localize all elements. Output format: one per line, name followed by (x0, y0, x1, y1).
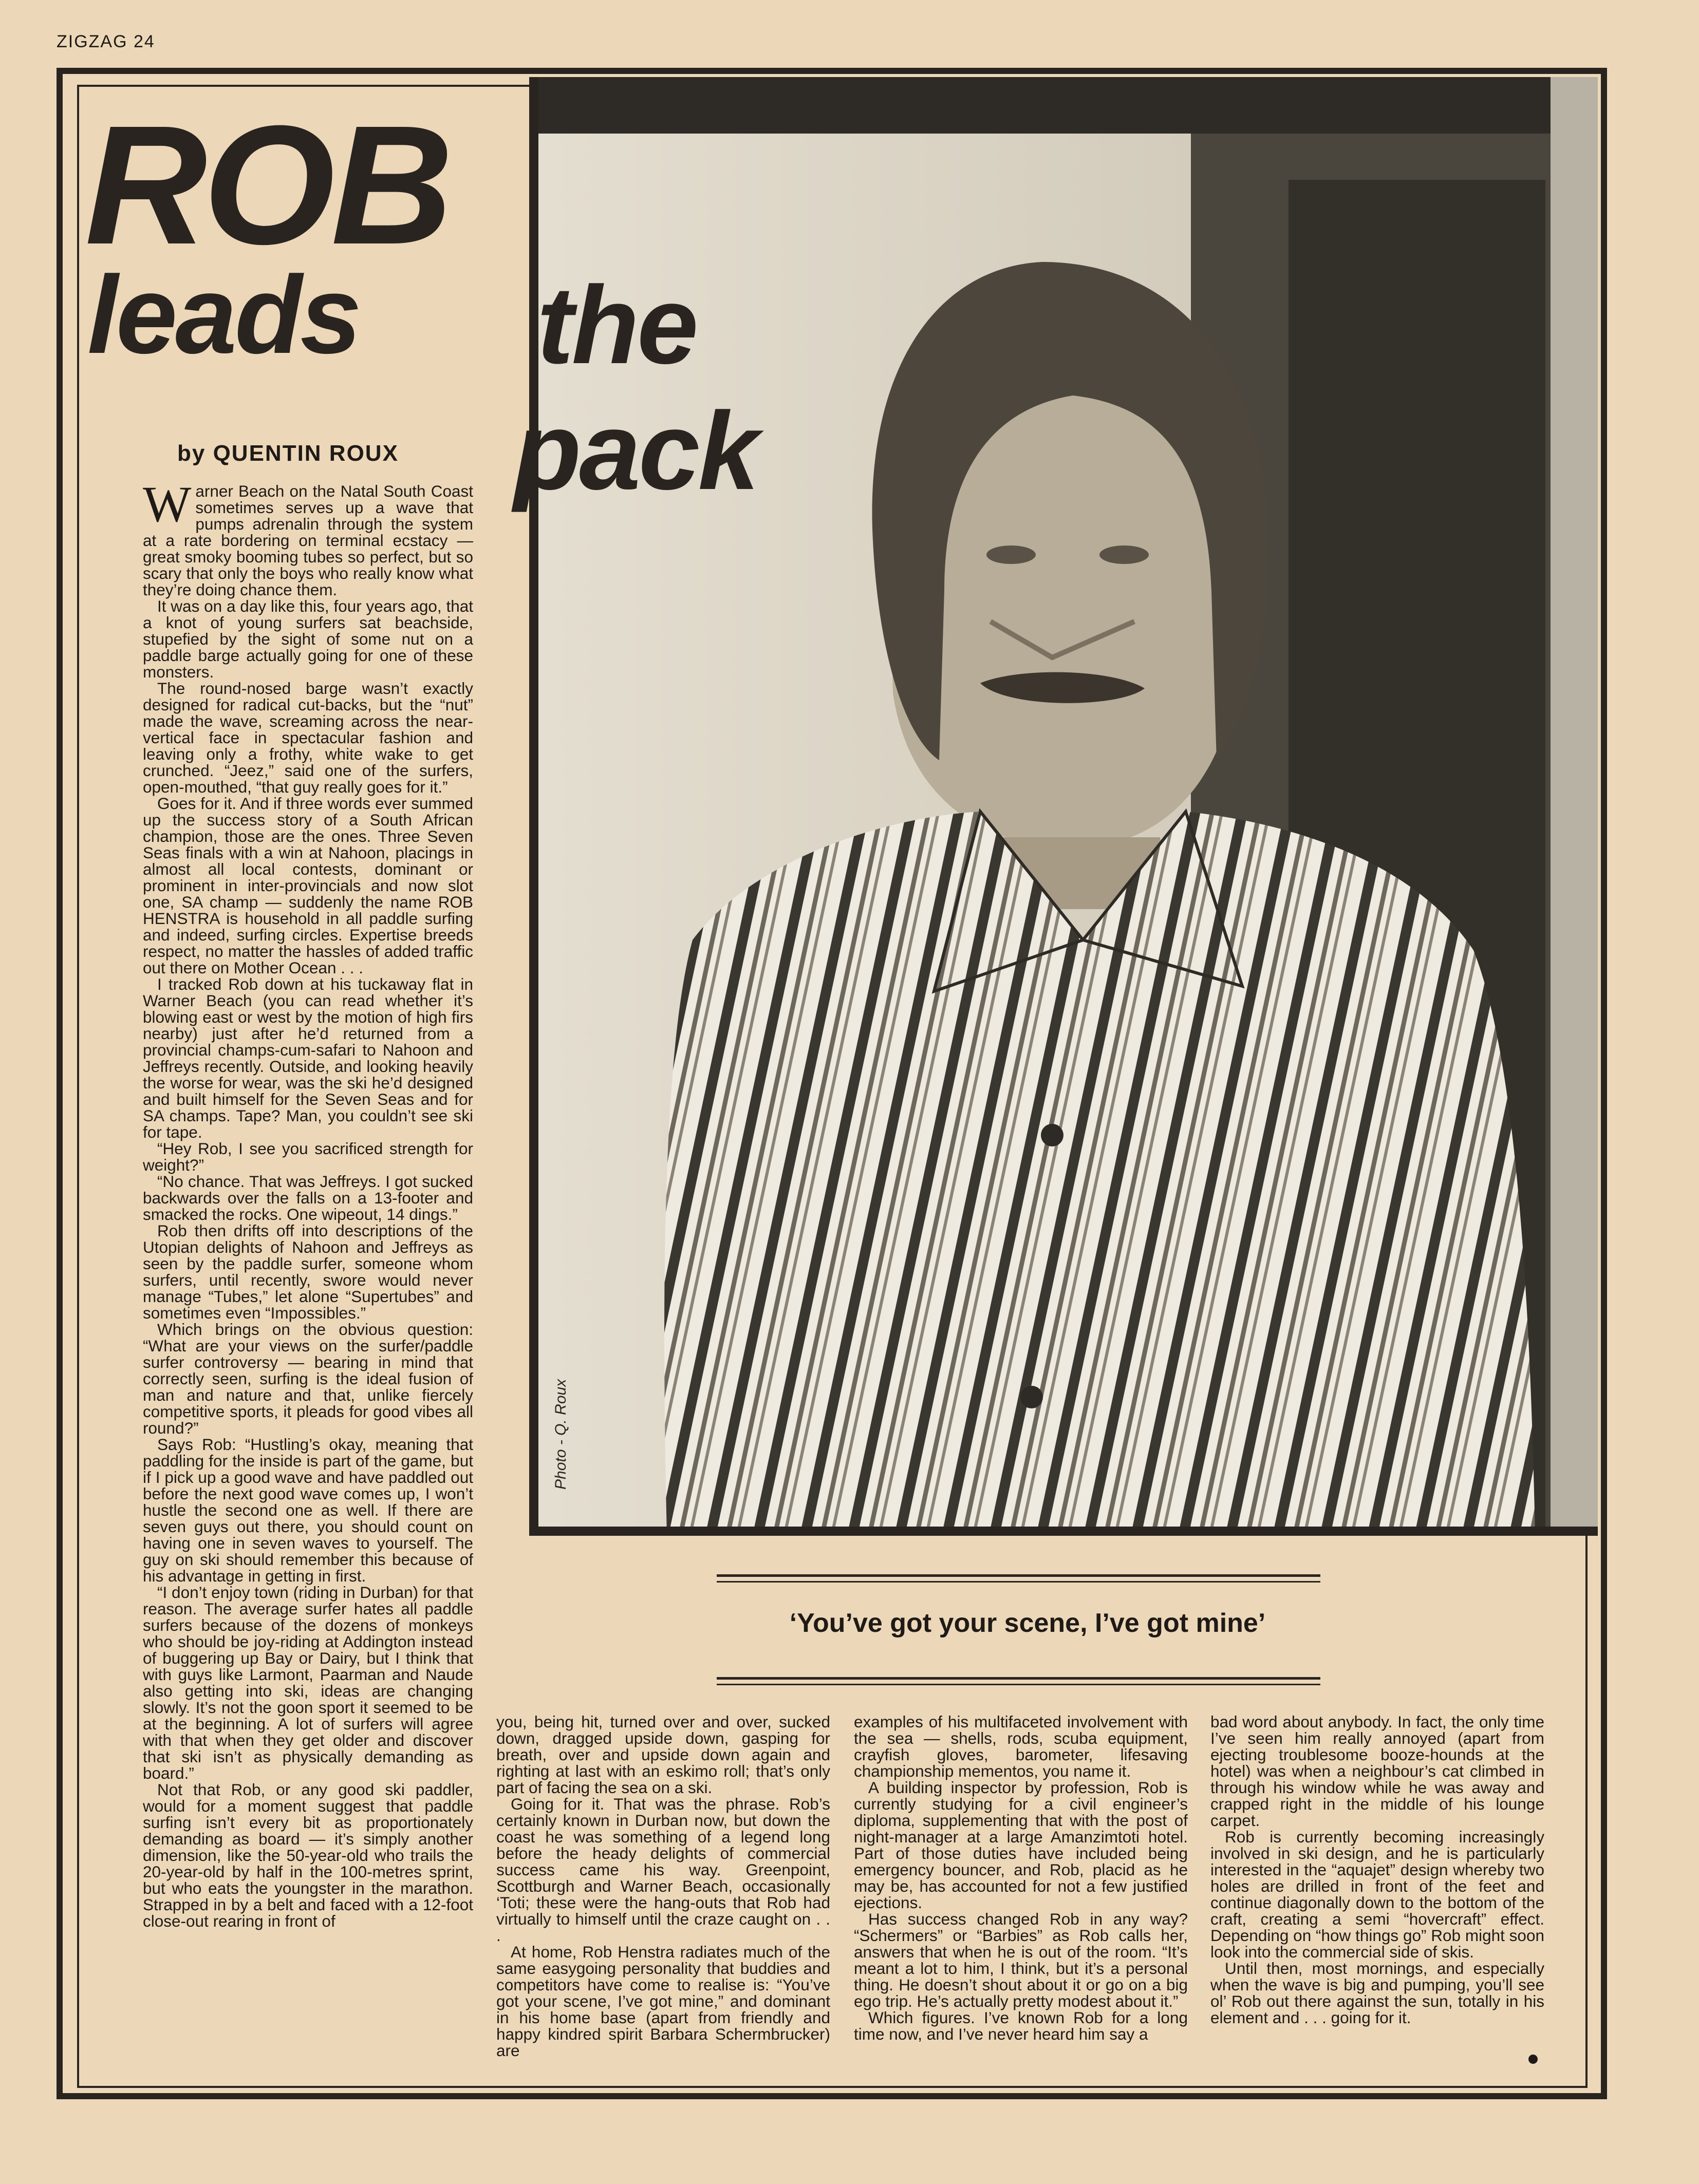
headline-rob: ROB (85, 90, 450, 279)
headline-the: the (537, 263, 697, 387)
paragraph-rest: arner Beach on the Natal South Coast sometimes serves up a wave that pumps adrenalin through the system at a rate bordering on terminal ecstacy — great smoky booming tubes so perfect, but so scary that only the boys who really know what they’re doing chance them. (143, 483, 473, 599)
paragraph: Says Rob: “Hustling’s okay, meaning that paddling for the inside is part of the game, but if I pick up a good wave and have paddled out before the next good wave comes up, I won’t hustle the second one as well. If there are seven guys out there, you should count on having one in seven waves to yourself. The guy on ski should remember this because of his advantage in getting in first. (143, 1435, 473, 1585)
article-column-3 (854, 1714, 1188, 2083)
headline-leads: leads (87, 253, 360, 376)
page-number: ZIGZAG 24 (57, 32, 155, 51)
paragraph: Which brings on the obvious question: “What are your views on the surfer/paddle surfer controversy — bearing in mind that correctly seen, surfing is the ideal fusion of man and nature and that, unlike fiercely competitive sports, it pleads for good vibes all round?” (143, 1320, 473, 1437)
paragraph: you, being hit, turned over and over, sucked down, dragged upside down, gasping for breath, over and upside down again and righting at last with an eskimo roll; that’s only part of facing the sea on a ski. (496, 1714, 830, 1797)
paragraph: “No chance. That was Jeffreys. I got sucked backwards over the falls on a 13-footer and smacked the rocks. One wipeout, 14 dings.” (143, 1172, 473, 1223)
paragraph: I tracked Rob down at his tuckaway flat in Warner Beach (you can read whether it’s blowing east or west by the motion of high firs nearby) just after he’d returned from a provincial champs-cum-safari to Nahoon and Jeffreys recently. Outside, and looking heavily the worse for wear, was the ski he’d designed and built himself for the Seven Seas and for SA champs. Tape? Man, you couldn’t see ski for tape. (143, 975, 473, 1141)
pull-quote-rule-bottom (717, 1677, 1320, 1680)
paragraph: “Hey Rob, I see you sacrificed strength for weight?” (143, 1139, 473, 1174)
pull-quote-rule-top (717, 1574, 1320, 1577)
article-column-4 (1210, 1714, 1544, 2083)
article-column-1 (143, 483, 473, 2091)
paragraph: Rob is currently becoming increasingly involved in ski design, and he is particularly interested in the “aquajet” design whereby two holes are drilled in front of the feet and continue diagonally down to the bottom of the craft, creating a semi “hovercraft” effect. Depending on “how things go” Rob might soon look into the commercial side of skis. (1210, 1828, 1544, 1961)
pull-quote: ‘You’ve got your scene, I’ve got mine’ (789, 1608, 1266, 1638)
drop-cap: W (143, 483, 192, 533)
paragraph: Not that Rob, or any good ski paddler, would for a moment suggest that paddle surfing isn’t every bit as proportionately demanding as board — it’s simply another dimension, like the 50-year-old who trails the 20-year-old by half in the 100-metres sprint, but who eats the youngster in the marathon. Strapped in by a belt and faced with a 12-foot close-out rearing in front of (143, 1780, 473, 1930)
paragraph: “I don’t enjoy town (riding in Durban) for that reason. The average surfer hates all paddle surfers because of the dozens of monkeys who should be joy-riding at Addington instead of buggering up Bay or Dairy, but I think that with guys like Larmont, Paarman and Naude also getting into ski, ideas are changing slowly. It’s not the goon sport it seemed to be at the beginning. A lot of surfers will agree with that when they get older and discover that ski isn’t as physically demanding as board.” (143, 1583, 473, 1782)
paragraph: bad word about anybody. In fact, the only time I’ve seen him really annoyed (apart from ejecting troublesome booze-hounds at the hotel) was when a neighbour’s cat climbed in through his window while he was away and crapped right in the middle of his lounge carpet. (1210, 1714, 1544, 1830)
paragraph: Rob then drifts off into descriptions of the Utopian delights of Nahoon and Jeffreys as seen by the paddle surfer, someone whom surfers, until recently, swore would never manage “Tubes,” let alone “Supertubes” and sometimes even “Impossibles.” (143, 1221, 473, 1322)
paragraph: Going for it. That was the phrase. Rob’s certainly known in Durban now, but down the coast he was something of a legend long before the heady delights of commercial success came his way. Greenpoint, Scottburgh and Warner Beach, occasionally ‘Toti; these were the hang-outs that Rob had virtually to himself until the craze caught on . . . (496, 1795, 830, 1945)
article-column-2 (496, 1714, 830, 2083)
paragraph: Goes for it. And if three words ever summed up the success story of a South African champion, those are the ones. Three Seven Seas finals with a win at Nahoon, placings in almost all local contests, dominant or prominent in inter-provincials and now slot one, SA champ — suddenly the name ROB HENSTRA is household in all paddle surfing and indeed, surfing circles. Expertise breeds respect, no matter the hassles of added traffic out there on Mother Ocean . . . (143, 794, 473, 977)
paragraph: Has success changed Rob in any way? “Schermers” or “Barbies” as Rob calls her, answers that when he is out of the room. “It’s meant a lot to him, I think, but it’s a personal thing. He doesn’t shout about it or go on a big ego trip. He’s actually pretty modest about it.” (854, 1910, 1188, 2010)
photo-credit: Photo - Q. Roux (552, 1379, 569, 1490)
paragraph: examples of his multifaceted involvement with the sea — shells, rods, scuba equipment, crayfish gloves, barometer, lifesaving championship mementos, you name it. (854, 1714, 1188, 1780)
paragraph: Which figures. I’ve known Rob for a long time now, and I’ve never heard him say a (854, 2008, 1188, 2043)
paragraph: The round-nosed barge wasn’t exactly designed for radical cut-backs, but the “nut” made the wave, screaming across the near-vertical face in spectacular fashion and leaving only a frothy, white wake to get crunched. “Jeez,” said one of the surfers, open-mouthed, “that guy really goes for it.” (143, 679, 473, 796)
paragraph: It was on a day like this, four years ago, that a knot of young surfers sat beachside, stupefied by the sight of some nut on a paddle barge actually going for one of these monsters. (143, 597, 473, 681)
headline-pack: pack (514, 389, 758, 513)
paragraph (143, 483, 473, 598)
paragraph: Until then, most mornings, and especially when the wave is big and pumping, you’ll see ol’ Rob out there against the sun, totally in his element and . . . going for it. (1210, 1959, 1544, 2027)
paragraph: At home, Rob Henstra radiates much of the same easygoing personality that buddies and competitors have come to realise is: “You’ve got your scene, I’ve got mine,” and dominant in his home base (apart from friendly and happy kindred spirit Barbara Schermbrucker) are (496, 1943, 830, 2060)
byline: by QUENTIN ROUX (177, 441, 399, 466)
end-mark (1528, 2055, 1538, 2064)
paragraph: A building inspector by profession, Rob is currently studying for a civil engineer’s diploma, supplementing that with the post of night-manager at a large Amanzimtoti hotel. Part of those duties have included being emergency bouncer, and Rob, placid as he may be, has accounted for not a few justified ejections. (854, 1778, 1188, 1912)
